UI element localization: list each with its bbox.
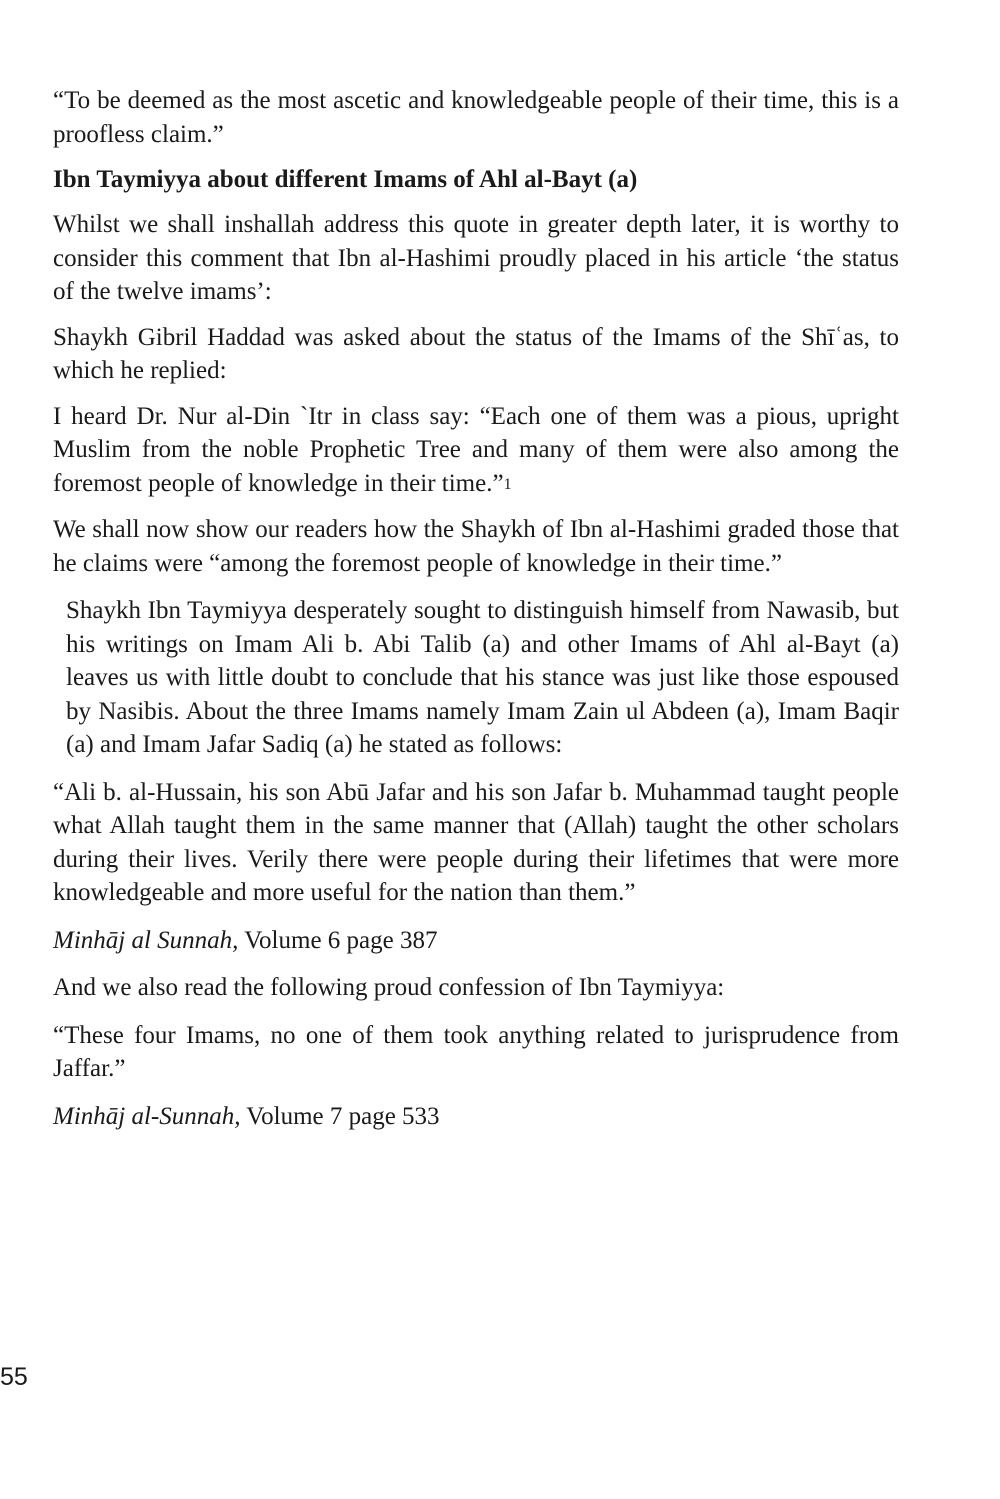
citation-first [53, 924, 899, 958]
citation-second-volume: Volume 7 page 533 [240, 1102, 440, 1130]
page-number: 55 [0, 1363, 28, 1391]
footnote-reference: 1 [503, 475, 512, 493]
itr-quote-paragraph [53, 400, 899, 502]
confession-intro-paragraph: And we also read the following proud confession of Ibn Taymiyya: [53, 974, 725, 1001]
citation-first-volume: Volume 6 page 387 [238, 926, 438, 954]
section-heading: Ibn Taymiyya about different Imams of Ahl al-Bayt (a) [53, 166, 638, 193]
citation-second [53, 1100, 899, 1134]
opening-quote: “To be deemed as the most ascetic and knowledgeable people of their time, this is a proofless claim.” [53, 87, 899, 148]
page-body [53, 84, 899, 1147]
citation-second-title: Minhāj al-Sunnah, [53, 1102, 241, 1130]
taymiyya-stance-paragraph: Shaykh Ibn Taymiyya desperately sought to distinguish himself from Nawasib, but his writings on Imam Ali b. Abi Talib (a) and other Imams of Ahl al-Bayt (a) leaves us with little doubt to conclude that his stance was just like those espoused by Nasibis. About the three Imams namely Imam Zain ul Abdeen (a), Imam Baqir (a) and Imam Jafar Sadiq (a) he stated as follows: [66, 597, 899, 758]
intro-paragraph: Whilst we shall inshallah address this quote in greater depth later, it is worthy to consider this comment that Ibn al-Hashimi proudly placed in his article ‘the status of the twelve imams’: [53, 211, 899, 305]
ali-quote-paragraph: “Ali b. al-Hussain, his son Abū Jafar and his son Jafar b. Muhammad taught people what Allah taught them in the same manner that (Allah) taught the other scholars during their lives. Verily there were people during their lifetimes that were more knowledgeable and more useful for the nation than them.” [53, 778, 899, 906]
citation-first-title: Minhāj al Sunnah, [53, 926, 239, 954]
four-imams-quote-paragraph: “These four Imams, no one of them took anything related to jurisprudence from Jaffar.” [53, 1021, 899, 1082]
itr-quote-text: I heard Dr. Nur al-Din `Itr in class say: “Each one of them was a pious, upright Muslim from the noble Prophetic Tree and many of them were also among the foremost people of knowledge in their time.” [53, 402, 899, 497]
show-readers-paragraph: We shall now show our readers how the Shaykh of Ibn al-Hashimi graded those that he claims were “among the foremost people of knowledge in their time.” [53, 516, 899, 577]
haddad-paragraph: Shaykh Gibril Haddad was asked about the status of the Imams of the Shīʿas, to which he replied: [53, 323, 899, 384]
